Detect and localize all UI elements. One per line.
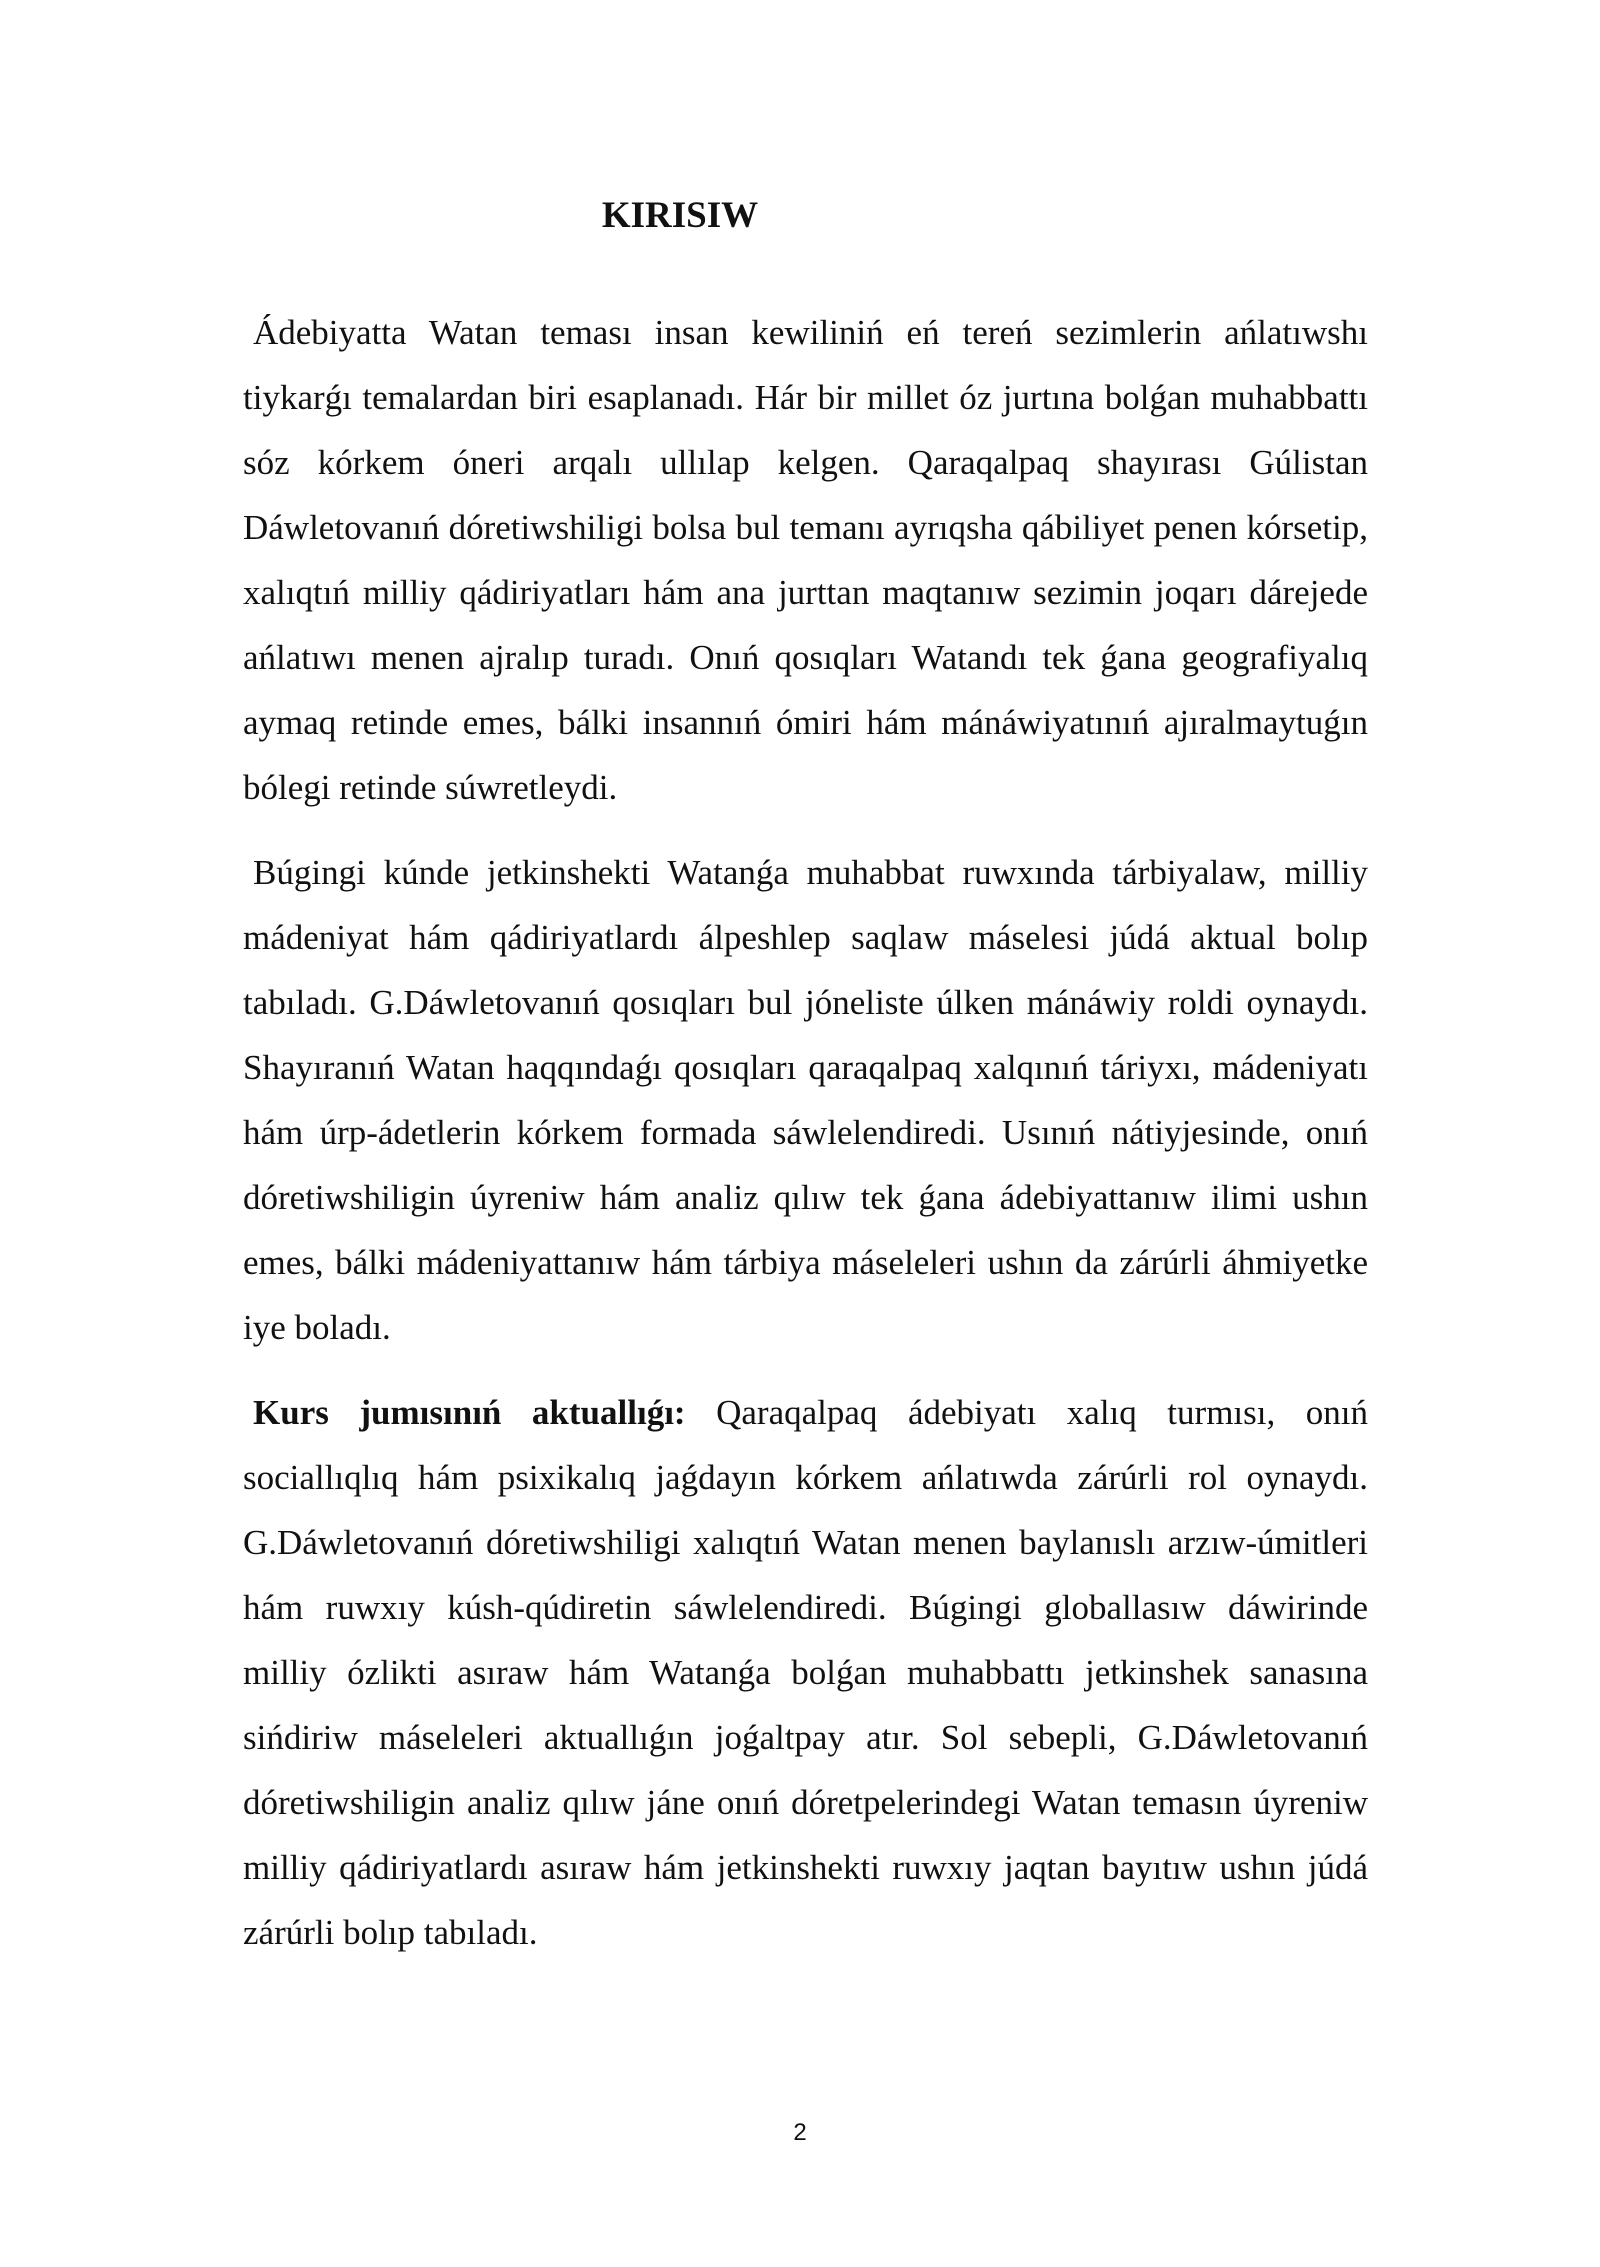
page-title: KIRISIW: [601, 195, 759, 236]
paragraph-3: [243, 1380, 1368, 1965]
paragraph-2: [243, 840, 1368, 1360]
paragraph-3-lead: Kurs jumısınıń aktuallıǵı:: [253, 1393, 686, 1432]
paragraph-3-text: Qaraqalpaq ádebiyatı xalıq turmısı, onıń sociallıqlıq hám psixikalıq jaǵdayın kórkem ańlatıwda zárúrli rol oynaydı. G.Dáwletovanıń dóretiwshiligi xalıqtıń Watan menen baylanıslı arzıw-úmitleri hám ruwxıy kúsh-qúdiretin sáwlelendiredi. Búgingi globallasıw dáwirinde milliy ózlikti asıraw hám Watanǵa bolǵan muhabbattı jetkinshek sanasına sińdiriw máseleleri aktuallıǵın joǵaltpay atır. Sol sebepli, G.Dáwletovanıń dóretiwshiligin analiz qılıw jáne onıń dóretpelerindegi Watan temasın úyreniw milliy qádiriyatlardı asıraw hám jetkinshekti ruwxıy jaqtan bayıtıw ushın júdá zárúrli bolıp tabıladı.: [243, 1393, 1369, 1952]
paragraph-1: [243, 300, 1368, 820]
paragraph-2-text: Búgingi kúnde jetkinshekti Watanǵa muhabbat ruwxında tárbiyalaw, milliy mádeniyat hám qádiriyatlardı álpeshlep saqlaw máselesi júdá aktual bolıp tabıladı. G.Dáwletovanıń qosıqları bul jóneliste úlken mánáwiy roldi oynaydı. Shayıranıń Watan haqqındaǵı qosıqları qaraqalpaq xalqınıń táriyxı, mádeniyatı hám úrp-ádetlerin kórkem formada sáwlelendiredi. Usınıń nátiyjesinde, onıń dóretiwshiligin úyreniw hám analiz qılıw tek ǵana ádebiyattanıw ilimi ushın emes, bálki mádeniyattanıw hám tárbiya máseleleri ushın da zárúrli áhmiyetke iye boladı.: [243, 853, 1368, 1347]
page-number: 2: [793, 2119, 807, 2146]
paragraph-1-text: Ádebiyatta Watan teması insan kewiliniń eń tereń sezimlerin ańlatıwshı tiykarǵı temalardan biri esaplanadı. Hár bir millet óz jurtına bolǵan muhabbattı sóz kórkem óneri arqalı ullılap kelgen. Qaraqalpaq shayırası Gúlistan Dáwletovanıń dóretiwshiligi bolsa bul temanı ayrıqsha qábiliyet penen kórsetip, xalıqtıń milliy qádiriyatları hám ana jurttan maqtanıw sezimin joqarı dárejede ańlatıwı menen ajralıp turadı. Onıń qosıqları Watandı tek ǵana geografiyalıq aymaq retinde emes, bálki insannıń ómiri hám mánáwiyatınıń ajıralmaytuǵın bólegi retinde súwretleydi.: [243, 313, 1368, 807]
body-text: [243, 300, 1368, 1965]
